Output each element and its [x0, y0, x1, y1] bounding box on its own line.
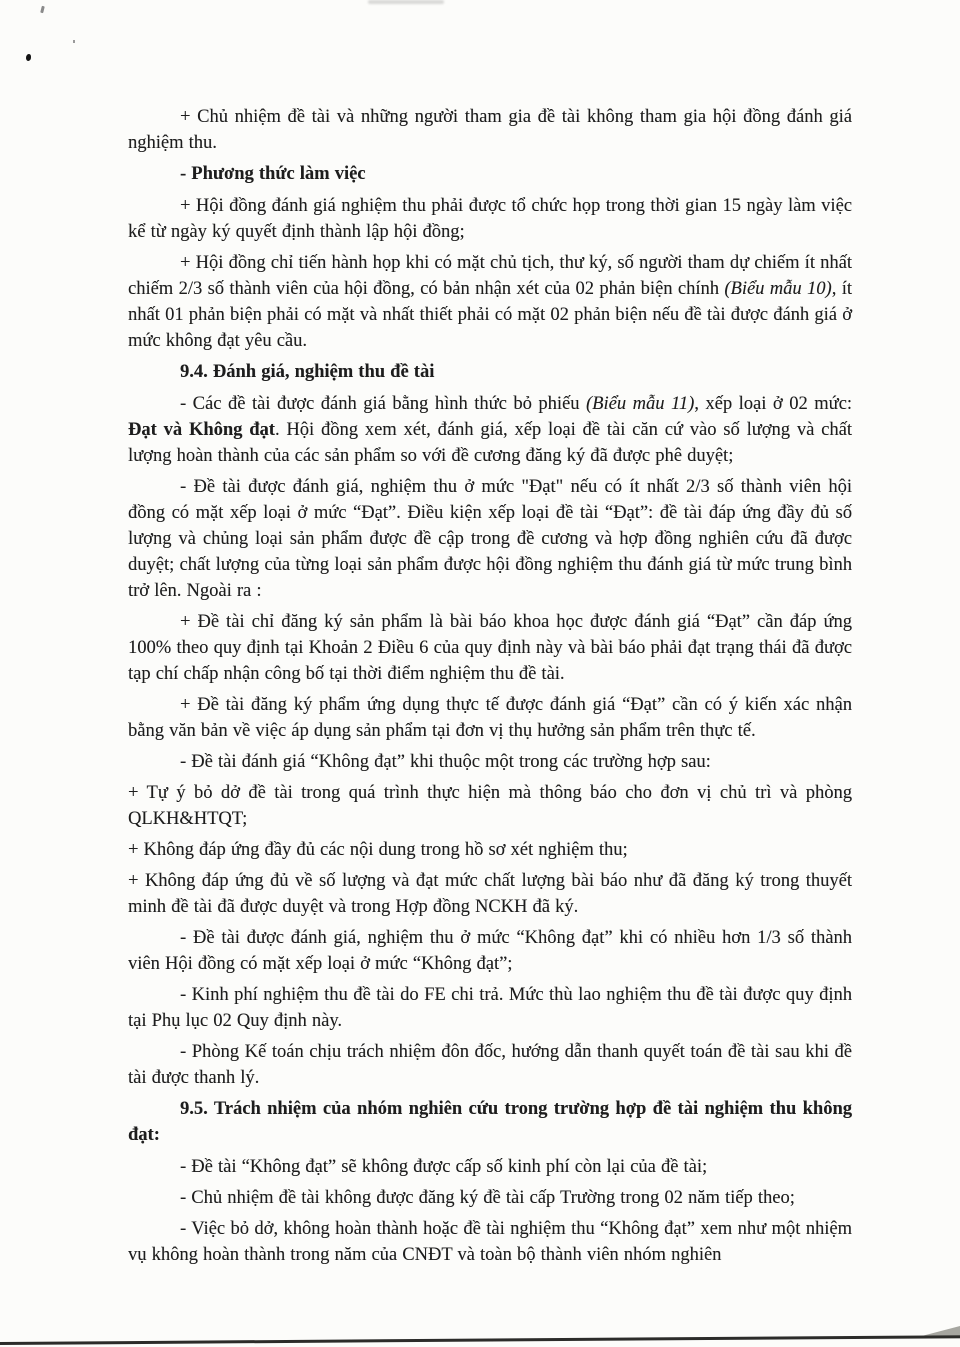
document-body [128, 104, 852, 1273]
paragraph [128, 1039, 852, 1091]
scan-speck-icon [73, 40, 75, 43]
scan-speck-icon [26, 54, 31, 61]
paragraph [128, 1185, 852, 1211]
paragraph [128, 692, 852, 744]
text-run: , xếp loại ở 02 mức: [694, 394, 852, 414]
emphasis-text: - Phương thức làm việc [180, 164, 366, 184]
paragraph [128, 1216, 852, 1268]
section-heading [128, 1096, 852, 1148]
text-run: - Đề tài đánh giá “Không đạt” khi thuộc một trong các trường hợp sau: [180, 752, 711, 772]
text-run: - Đề tài được đánh giá, nghiệm thu ở mức “Không đạt” khi có nhiều hơn 1/3 số thành viên Hội đồng có mặt xếp loại ở mức “Không đạt”; [128, 928, 852, 974]
paragraph [128, 474, 852, 604]
text-run: + Đề tài đăng ký phẩm ứng dụng thực tế được đánh giá “Đạt” cần có ý kiến xác nhận bằng văn bản về việc áp dụng sản phẩm tại đơn vị thụ hưởng sản phẩm trên thực tế. [128, 695, 852, 741]
scan-speck-icon [40, 6, 45, 14]
text-run: . Hội đồng xem xét, đánh giá, xếp loại đề tài căn cứ vào số lượng và chất lượng hoàn thành của các sản phẩm so với đề cương đăng ký đã được phê duyệt; [128, 420, 852, 466]
paragraph [128, 868, 852, 920]
scan-smudge [368, 0, 444, 4]
scan-edge-line [0, 1335, 960, 1345]
text-run: + Chủ nhiệm đề tài và những người tham gia đề tài không tham gia hội đồng đánh giá nghiệm thu. [128, 107, 852, 153]
paragraph [128, 193, 852, 245]
text-run: - Đề tài được đánh giá, nghiệm thu ở mức "Đạt" nếu có ít nhất 2/3 số thành viên hội đồng có mặt xếp loại ở mức “Đạt”. Điều kiện xếp loại đề tài “Đạt”: đề tài đáp ứng đầy đủ số lượng và chủng loại sản phẩm được đề cập trong đề cương và hợp đồng nghiên cứu đã được duyệt; chất lượng của từng loại sản phẩm được hội đồng nghiệm thu đánh giá từ mức trung bình trở lên. Ngoài ra : [128, 477, 852, 601]
paragraph [128, 1154, 852, 1180]
text-run: + Hội đồng chỉ tiến hành họp khi có mặt chủ tịch, thư ký, số người tham dự chiếm ít nhất chiếm 2/3 số thành viên của hội đồng, có bản nhận xét của 02 phản biện chính [128, 253, 852, 299]
text-run: , ít nhất 01 phản biện phải có mặt và nhất thiết phải có mặt 02 phản biện nếu đề tài được đánh giá ở mức không đạt yêu cầu. [128, 279, 852, 351]
text-run: + Không đáp ứng đầy đủ các nội dung trong hồ sơ xét nghiệm thu; [128, 840, 628, 860]
section-heading [128, 161, 852, 187]
paragraph [128, 609, 852, 687]
paragraph [128, 250, 852, 354]
text-run: + Tự ý bỏ dở đề tài trong quá trình thực hiện mà thông báo cho đơn vị chủ trì và phòng QLKH&HTQT; [128, 783, 852, 829]
paragraph [128, 982, 852, 1034]
paragraph [128, 925, 852, 977]
emphasis-text: 9.5. Trách nhiệm của nhóm nghiên cứu trong trường hợp đề tài nghiệm thu không đạt: [128, 1099, 852, 1145]
text-run: + Hội đồng đánh giá nghiệm thu phải được tổ chức họp trong thời gian 15 ngày làm việc kể từ ngày ký quyết định thành lập hội đồng; [128, 196, 852, 242]
paragraph [128, 391, 852, 469]
text-run: - Việc bỏ dở, không hoàn thành hoặc đề tài nghiệm thu “Không đạt” xem như một nhiệm vụ không hoàn thành trong năm của CNĐT và toàn bộ thành viên nhóm nghiên [128, 1219, 852, 1265]
section-heading [128, 359, 852, 385]
text-run: + Không đáp ứng đủ về số lượng và đạt mức chất lượng bài báo như đã đăng ký trong thuyết minh đề tài đã được duyệt và trong Hợp đồng NCKH đã ký. [128, 871, 852, 917]
text-run: - Đề tài “Không đạt” sẽ không được cấp số kinh phí còn lại của đề tài; [180, 1157, 708, 1177]
paragraph [128, 749, 852, 775]
italic-reference: (Biểu mẫu 11) [586, 394, 695, 414]
paragraph [128, 837, 852, 863]
text-run: + Đề tài chỉ đăng ký sản phẩm là bài báo khoa học được đánh giá “Đạt” cần đáp ứng 100% theo quy định tại Khoản 2 Điều 6 của quy định này và bài báo phải đạt trạng thái đã được tạp chí chấp nhận công bố tại thời điểm nghiệm thu đề tài. [128, 612, 852, 684]
italic-reference: (Biểu mẫu 10) [724, 279, 832, 299]
text-run: - Phòng Kế toán chịu trách nhiệm đôn đốc, hướng dẫn thanh quyết toán đề tài sau khi đề tài được thanh lý. [128, 1042, 852, 1088]
paragraph [128, 780, 852, 832]
paragraph [128, 104, 852, 156]
text-run: - Các đề tài được đánh giá bằng hình thức bỏ phiếu [180, 394, 587, 414]
text-run: - Chủ nhiệm đề tài không được đăng ký đề tài cấp Trường trong 02 năm tiếp theo; [180, 1188, 795, 1208]
text-run: - Kinh phí nghiệm thu đề tài do FE chi trả. Mức thù lao nghiệm thu đề tài được quy định tại Phụ lục 02 Quy định này. [128, 985, 852, 1031]
emphasis-text: 9.4. Đánh giá, nghiệm thu đề tài [180, 362, 435, 382]
emphasis-text: Đạt và Không đạt [128, 420, 275, 440]
